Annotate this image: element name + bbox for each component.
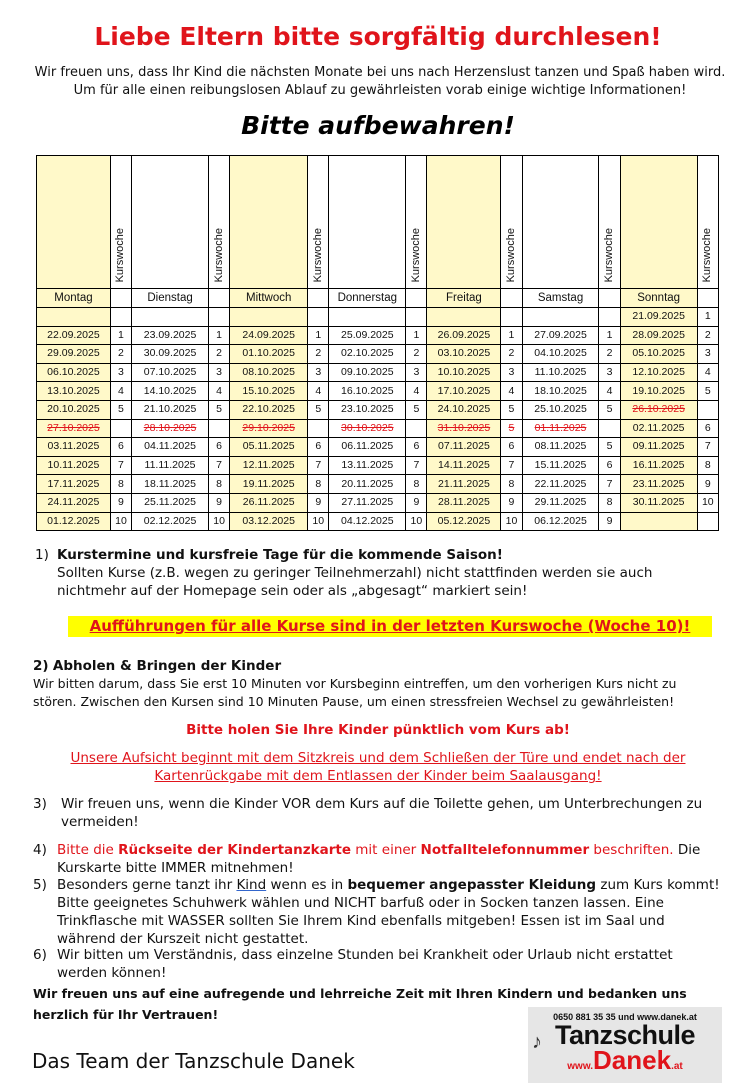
calendar-week-cell: 1 — [208, 326, 229, 345]
calendar-week-cell — [697, 512, 718, 531]
calendar-row — [37, 456, 719, 475]
calendar-week-cell: 1 — [501, 326, 522, 345]
calendar-header-blank — [132, 156, 209, 289]
calendar-date-cell: 23.11.2025 — [620, 475, 697, 494]
calendar-date-cell: 19.11.2025 — [230, 475, 308, 494]
calendar-week-cell: 6 — [208, 438, 229, 457]
calendar-date-cell: 06.12.2025 — [522, 512, 599, 531]
calendar-date-cell: 25.10.2025 — [522, 400, 599, 419]
calendar-week-cell: 4 — [308, 382, 329, 401]
day-name: Freitag — [427, 289, 501, 308]
calendar-week-cell: 2 — [501, 345, 522, 364]
calendar-week-cell: 8 — [697, 456, 718, 475]
calendar-row — [37, 308, 719, 327]
calendar-week-cell: 10 — [110, 512, 131, 531]
calendar-date-cell — [427, 308, 501, 327]
section-2-text: Wir bitten darum, dass Sie erst 10 Minuten vor Kursbeginn eintreffen, um den vorherigen Kurs nicht zu stören. Zwischen den Kursen sind 10 Minuten Pause, um einen stressfreien Wechsel zu gewährleisten! — [33, 676, 677, 709]
calendar-row — [37, 493, 719, 512]
calendar-week-cell: 6 — [599, 456, 620, 475]
calendar-date-cell: 01.11.2025 — [522, 419, 599, 438]
calendar-week-cell: 3 — [406, 363, 427, 382]
calendar-date-cell: 20.10.2025 — [37, 400, 111, 419]
section-5 — [33, 876, 723, 948]
day-name: Samstag — [522, 289, 599, 308]
calendar-date-cell: 02.11.2025 — [620, 419, 697, 438]
calendar-week-cell: 7 — [599, 475, 620, 494]
calendar-week-cell — [406, 308, 427, 327]
calendar-date-cell: 22.11.2025 — [522, 475, 599, 494]
calendar-date-cell: 18.10.2025 — [522, 382, 599, 401]
kurswoche-label: Kurswoche — [212, 227, 225, 282]
calendar-date-cell: 14.10.2025 — [132, 382, 209, 401]
section-5-text-c: wenn es in — [266, 877, 348, 893]
calendar-date-cell: 03.10.2025 — [427, 345, 501, 364]
calendar-date-cell: 15.11.2025 — [522, 456, 599, 475]
calendar-date-cell — [132, 308, 209, 327]
calendar-week-cell: 4 — [208, 382, 229, 401]
kurswoche-label: Kurswoche — [504, 227, 517, 282]
calendar-row — [37, 382, 719, 401]
kurswoche-label: Kurswoche — [701, 227, 714, 282]
calendar-week-cell: 3 — [599, 363, 620, 382]
section-3 — [33, 795, 723, 831]
calendar-date-cell: 30.10.2025 — [329, 419, 406, 438]
calendar-week-cell: 5 — [406, 400, 427, 419]
section-5-text-b: Kind — [236, 877, 267, 893]
calendar-header-blank — [329, 156, 406, 289]
calendar-week-cell: 8 — [308, 475, 329, 494]
calendar-header-blank — [522, 156, 599, 289]
kurswoche-label: Kurswoche — [603, 227, 616, 282]
calendar-week-cell — [406, 419, 427, 438]
kurswoche-header — [308, 156, 329, 289]
calendar-week-cell: 8 — [599, 493, 620, 512]
section-4-text-d: Notfalltelefonnummer — [420, 842, 590, 858]
calendar-row — [37, 419, 719, 438]
calendar-date-cell: 13.10.2025 — [37, 382, 111, 401]
calendar-date-cell: 26.10.2025 — [620, 400, 697, 419]
calendar-week-cell: 2 — [697, 326, 718, 345]
calendar-date-cell: 28.11.2025 — [427, 493, 501, 512]
calendar-day-row — [37, 289, 719, 308]
calendar-week-cell: 7 — [308, 456, 329, 475]
calendar-date-cell: 28.10.2025 — [132, 419, 209, 438]
calendar-week-cell: 4 — [406, 382, 427, 401]
calendar-week-cell: 3 — [110, 363, 131, 382]
calendar-week-cell — [697, 400, 718, 419]
calendar-week-cell: 10 — [501, 512, 522, 531]
calendar-date-cell: 25.11.2025 — [132, 493, 209, 512]
calendar-week-cell: 10 — [208, 512, 229, 531]
calendar-date-cell: 13.11.2025 — [329, 456, 406, 475]
section-2-number: 2) — [33, 658, 49, 674]
calendar-date-cell: 24.09.2025 — [230, 326, 308, 345]
calendar-header-row — [37, 156, 719, 289]
calendar-week-cell: 8 — [110, 475, 131, 494]
section-1-text: Sollten Kurse (z.B. wegen zu geringer Teilnehmerzahl) nicht stattfinden werden sie auch nichtmehr auf der Homepage sein oder als „abgesagt“ markiert sein! — [57, 565, 653, 599]
calendar-week-cell: 9 — [110, 493, 131, 512]
calendar-date-cell: 10.11.2025 — [37, 456, 111, 475]
calendar-date-cell: 01.10.2025 — [230, 345, 308, 364]
day-week-blank — [697, 289, 718, 308]
calendar-week-cell: 7 — [406, 456, 427, 475]
calendar-week-cell: 3 — [501, 363, 522, 382]
page-title: Liebe Eltern bitte sorgfältig durchlesen! — [94, 22, 662, 51]
calendar-row — [37, 475, 719, 494]
section-6-number: 6) — [33, 947, 47, 963]
calendar-week-cell: 1 — [697, 308, 718, 327]
calendar-date-cell: 28.09.2025 — [620, 326, 697, 345]
calendar-week-cell: 2 — [308, 345, 329, 364]
calendar-week-cell: 5 — [208, 400, 229, 419]
kurswoche-label: Kurswoche — [409, 227, 422, 282]
calendar-date-cell: 29.11.2025 — [522, 493, 599, 512]
calendar-week-cell: 5 — [599, 400, 620, 419]
calendar-week-cell: 1 — [406, 326, 427, 345]
tanzschule-danek-logo — [528, 1007, 722, 1083]
calendar-week-cell — [110, 308, 131, 327]
calendar-header-blank — [620, 156, 697, 289]
calendar-week-cell — [599, 308, 620, 327]
calendar-week-cell — [308, 308, 329, 327]
calendar-week-cell: 6 — [110, 438, 131, 457]
calendar-date-cell: 15.10.2025 — [230, 382, 308, 401]
calendar-week-cell: 6 — [501, 438, 522, 457]
calendar-week-cell: 5 — [501, 400, 522, 419]
logo-tld: .at — [671, 1061, 683, 1072]
calendar-week-cell: 5 — [110, 400, 131, 419]
logo-danek: Danek — [593, 1045, 672, 1075]
day-name: Montag — [37, 289, 111, 308]
calendar-date-cell: 21.11.2025 — [427, 475, 501, 494]
section-4-text-b: Rückseite der Kindertanzkarte — [118, 842, 351, 858]
calendar-week-cell: 4 — [110, 382, 131, 401]
section-3-number: 3) — [33, 796, 47, 812]
section-4 — [33, 841, 723, 877]
kurswoche-header — [110, 156, 131, 289]
calendar-header-blank — [230, 156, 308, 289]
calendar-date-cell: 30.11.2025 — [620, 493, 697, 512]
calendar-row — [37, 512, 719, 531]
calendar-week-cell: 2 — [110, 345, 131, 364]
calendar-date-cell: 11.10.2025 — [522, 363, 599, 382]
calendar-header-blank — [37, 156, 111, 289]
section-4-text-c: mit einer — [350, 842, 421, 858]
section-6-text: Wir bitten um Verständnis, dass einzelne Stunden bei Krankheit oder Urlaub nicht erstattet werden können! — [57, 947, 673, 981]
calendar-date-cell: 07.11.2025 — [427, 438, 501, 457]
day-name: Dienstag — [132, 289, 209, 308]
calendar-date-cell: 30.09.2025 — [132, 345, 209, 364]
day-name: Donnerstag — [329, 289, 406, 308]
calendar-date-cell — [329, 308, 406, 327]
calendar-date-cell: 08.11.2025 — [522, 438, 599, 457]
calendar-week-cell: 8 — [406, 475, 427, 494]
dancing-couple-icon: ♪ — [532, 1031, 542, 1053]
calendar-date-cell: 17.10.2025 — [427, 382, 501, 401]
calendar-week-cell: 9 — [501, 493, 522, 512]
calendar-date-cell: 06.11.2025 — [329, 438, 406, 457]
calendar-date-cell: 04.12.2025 — [329, 512, 406, 531]
section-5-text-e: zum Kurs kommt! Bitte geeignetes Schuhwerk wählen und NICHT barfuß oder in Socken tanzen lassen. Eine Trinkflasche mit WASSER sollten Sie Ihrem Kind ebenfalls mitgeben! Essen ist im Saal und während der Kurszeit nicht gestattet. — [57, 877, 720, 947]
calendar-week-cell: 1 — [308, 326, 329, 345]
day-week-blank — [308, 289, 329, 308]
calendar-week-cell: 7 — [501, 456, 522, 475]
calendar-week-cell — [208, 308, 229, 327]
calendar-date-cell: 02.10.2025 — [329, 345, 406, 364]
kurswoche-label: Kurswoche — [114, 227, 127, 282]
calendar-date-cell — [37, 308, 111, 327]
kurswoche-header — [406, 156, 427, 289]
calendar-week-cell: 4 — [697, 363, 718, 382]
kurswoche-label: Kurswoche — [311, 227, 324, 282]
kurswoche-header — [208, 156, 229, 289]
performance-notice: Aufführungen für alle Kurse sind in der letzten Kurswoche (Woche 10)! — [68, 616, 712, 637]
calendar-date-cell: 04.11.2025 — [132, 438, 209, 457]
calendar-date-cell: 24.10.2025 — [427, 400, 501, 419]
calendar-date-cell — [522, 308, 599, 327]
calendar-week-cell: 8 — [208, 475, 229, 494]
calendar-date-cell: 29.09.2025 — [37, 345, 111, 364]
calendar-date-cell: 12.10.2025 — [620, 363, 697, 382]
calendar-date-cell: 26.09.2025 — [427, 326, 501, 345]
calendar-week-cell: 6 — [697, 419, 718, 438]
section-4-text-a: Bitte die — [57, 842, 119, 858]
calendar-week-cell: 5 — [308, 400, 329, 419]
calendar-date-cell: 24.11.2025 — [37, 493, 111, 512]
calendar-date-cell: 18.11.2025 — [132, 475, 209, 494]
calendar-date-cell: 17.11.2025 — [37, 475, 111, 494]
section-6 — [33, 946, 723, 982]
calendar-date-cell: 08.10.2025 — [230, 363, 308, 382]
calendar-date-cell: 20.11.2025 — [329, 475, 406, 494]
intro-text: Wir freuen uns, dass Ihr Kind die nächsten Monate bei uns nach Herzenslust tanzen und Spaß haben wird. Um für alle einen reibungslosen Ablauf zu gewährleisten vorab einige wichtige Informationen! — [34, 65, 726, 98]
course-calendar-table — [36, 155, 719, 531]
calendar-date-cell: 29.10.2025 — [230, 419, 308, 438]
calendar-date-cell: 21.10.2025 — [132, 400, 209, 419]
calendar-week-cell: 6 — [308, 438, 329, 457]
calendar-date-cell — [620, 512, 697, 531]
calendar-date-cell: 09.11.2025 — [620, 438, 697, 457]
calendar-week-cell: 2 — [599, 345, 620, 364]
calendar-week-cell: 1 — [599, 326, 620, 345]
section-1 — [35, 546, 725, 600]
day-week-blank — [110, 289, 131, 308]
calendar-date-cell: 05.10.2025 — [620, 345, 697, 364]
calendar-week-cell: 6 — [406, 438, 427, 457]
section-2-heading: Abholen & Bringen der Kinder — [52, 658, 282, 674]
calendar-date-cell: 03.11.2025 — [37, 438, 111, 457]
calendar-week-cell: 9 — [208, 493, 229, 512]
signature: Das Team der Tanzschule Danek — [32, 1049, 355, 1073]
calendar-week-cell: 3 — [697, 345, 718, 364]
supervision-notice: Unsere Aufsicht beginnt mit dem Sitzkreis und dem Schließen der Türe und endet nach der Kartenrückgabe mit dem Entlassen der Kinder beim Saalausgang! — [70, 750, 686, 784]
calendar-date-cell: 31.10.2025 — [427, 419, 501, 438]
kurswoche-header — [599, 156, 620, 289]
calendar-date-cell: 27.10.2025 — [37, 419, 111, 438]
calendar-date-cell: 12.11.2025 — [230, 456, 308, 475]
section-4-number: 4) — [33, 842, 47, 858]
calendar-week-cell — [308, 419, 329, 438]
calendar-week-cell: 7 — [208, 456, 229, 475]
calendar-date-cell: 21.09.2025 — [620, 308, 697, 327]
calendar-date-cell: 25.09.2025 — [329, 326, 406, 345]
logo-www: www. — [567, 1061, 594, 1072]
calendar-week-cell: 9 — [406, 493, 427, 512]
calendar-week-cell: 4 — [501, 382, 522, 401]
calendar-date-cell: 19.10.2025 — [620, 382, 697, 401]
calendar-date-cell: 03.12.2025 — [230, 512, 308, 531]
calendar-date-cell: 09.10.2025 — [329, 363, 406, 382]
calendar-week-cell: 10 — [697, 493, 718, 512]
calendar-week-cell: 2 — [406, 345, 427, 364]
day-week-blank — [208, 289, 229, 308]
calendar-week-cell: 3 — [208, 363, 229, 382]
closing-text: Wir freuen uns auf eine aufregende und lehrreiche Zeit mit Ihren Kindern und bedanken uns herzlich für Ihr Vertrauen! — [33, 986, 687, 1022]
calendar-week-cell: 8 — [501, 475, 522, 494]
day-name: Mittwoch — [230, 289, 308, 308]
calendar-row — [37, 438, 719, 457]
calendar-week-cell: 9 — [308, 493, 329, 512]
section-1-heading: Kurstermine und kursfreie Tage für die kommende Saison! — [57, 547, 503, 563]
calendar-date-cell: 04.10.2025 — [522, 345, 599, 364]
calendar-week-cell: 4 — [599, 382, 620, 401]
calendar-week-cell: 10 — [308, 512, 329, 531]
section-2 — [33, 657, 723, 711]
calendar-date-cell: 10.10.2025 — [427, 363, 501, 382]
calendar-row — [37, 345, 719, 364]
calendar-week-cell: 5 — [599, 438, 620, 457]
calendar-date-cell: 23.10.2025 — [329, 400, 406, 419]
keep-notice: Bitte aufbewahren! — [241, 111, 515, 140]
calendar-header-blank — [427, 156, 501, 289]
calendar-week-cell: 9 — [599, 512, 620, 531]
calendar-date-cell: 05.12.2025 — [427, 512, 501, 531]
day-week-blank — [501, 289, 522, 308]
calendar-date-cell: 16.11.2025 — [620, 456, 697, 475]
section-3-text: Wir freuen uns, wenn die Kinder VOR dem Kurs auf die Toilette gehen, um Unterbrechungen zu vermeiden! — [61, 796, 703, 830]
kurswoche-header — [501, 156, 522, 289]
calendar-date-cell: 23.09.2025 — [132, 326, 209, 345]
calendar-week-cell: 5 — [697, 382, 718, 401]
calendar-date-cell: 26.11.2025 — [230, 493, 308, 512]
calendar-week-cell — [110, 419, 131, 438]
calendar-date-cell — [230, 308, 308, 327]
day-name: Sonntag — [620, 289, 697, 308]
calendar-date-cell: 22.10.2025 — [230, 400, 308, 419]
section-4-text-f: Die Kurskarte bitte IMMER mitnehmen! — [57, 842, 701, 876]
calendar-week-cell — [501, 308, 522, 327]
day-week-blank — [599, 289, 620, 308]
calendar-week-cell: 7 — [110, 456, 131, 475]
calendar-date-cell: 02.12.2025 — [132, 512, 209, 531]
calendar-week-cell — [599, 419, 620, 438]
logo-contact: 0650 881 35 35 und www.danek.at — [553, 1012, 697, 1022]
calendar-week-cell: 2 — [208, 345, 229, 364]
logo-name-tanzschule: Tanzschule — [554, 1020, 696, 1050]
kurswoche-header — [697, 156, 718, 289]
calendar-week-cell: 10 — [406, 512, 427, 531]
calendar-date-cell: 01.12.2025 — [37, 512, 111, 531]
section-5-text-d: bequemer angepasster Kleidung — [347, 877, 597, 893]
calendar-date-cell: 14.11.2025 — [427, 456, 501, 475]
calendar-date-cell: 27.09.2025 — [522, 326, 599, 345]
calendar-week-cell — [208, 419, 229, 438]
calendar-date-cell: 05.11.2025 — [230, 438, 308, 457]
calendar-date-cell: 27.11.2025 — [329, 493, 406, 512]
calendar-week-cell: 3 — [308, 363, 329, 382]
calendar-week-cell: 1 — [110, 326, 131, 345]
logo-name-danek — [528, 1045, 722, 1078]
calendar-row — [37, 400, 719, 419]
section-1-number: 1) — [35, 547, 49, 563]
calendar-date-cell: 11.11.2025 — [132, 456, 209, 475]
calendar-week-cell: 9 — [697, 475, 718, 494]
section-5-text-a: Besonders gerne tanzt ihr — [57, 877, 237, 893]
calendar-date-cell: 22.09.2025 — [37, 326, 111, 345]
calendar-date-cell: 16.10.2025 — [329, 382, 406, 401]
calendar-date-cell: 06.10.2025 — [37, 363, 111, 382]
calendar-row — [37, 363, 719, 382]
day-week-blank — [406, 289, 427, 308]
calendar-week-cell: 7 — [697, 438, 718, 457]
calendar-week-cell: 5 — [501, 419, 522, 438]
section-4-text-e: beschriften. — [589, 842, 674, 858]
section-5-number: 5) — [33, 877, 47, 893]
pickup-notice: Bitte holen Sie Ihre Kinder pünktlich vom Kurs ab! — [186, 722, 570, 738]
calendar-row — [37, 326, 719, 345]
calendar-date-cell: 07.10.2025 — [132, 363, 209, 382]
